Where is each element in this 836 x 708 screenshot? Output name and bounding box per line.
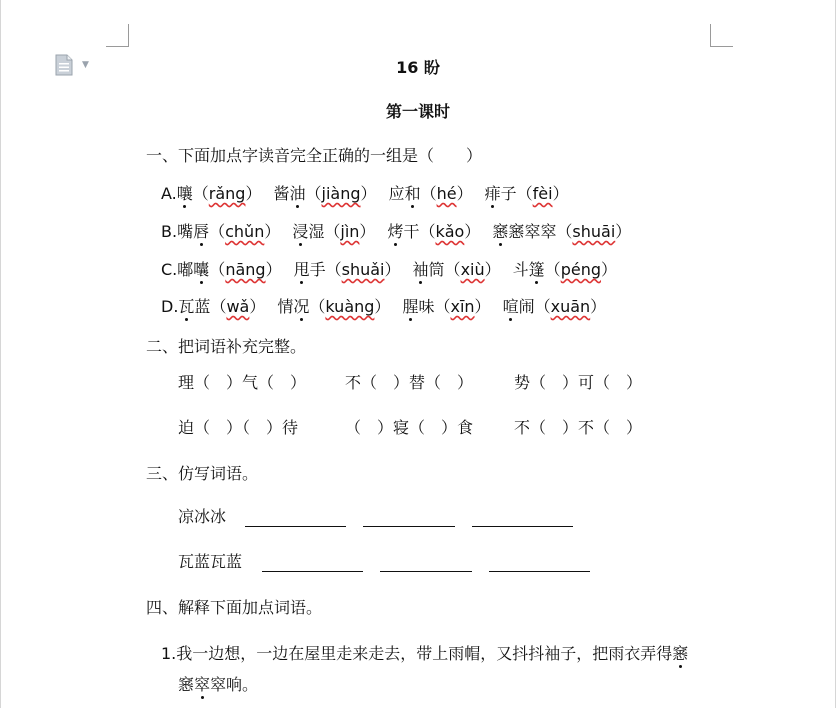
option-d <box>161 297 618 317</box>
pinyin: hé <box>436 184 457 203</box>
margin-mark-top-left-vertical <box>128 24 129 47</box>
example-word: 瓦蓝瓦蓝 <box>178 552 243 571</box>
dotted-char: 喧 <box>502 297 519 316</box>
answer-blank[interactable] <box>245 526 346 527</box>
option-word <box>273 184 376 203</box>
dotted-char: 烤 <box>387 222 404 241</box>
dotted-char: 窸 <box>492 222 509 241</box>
word-char: 情 <box>277 297 294 316</box>
dropdown-caret-icon[interactable]: ▼ <box>82 60 89 70</box>
margin-mark-top-right <box>710 46 733 47</box>
option-a <box>161 184 581 204</box>
option-word <box>492 222 631 241</box>
answer-blank[interactable] <box>380 571 472 572</box>
option-word <box>485 184 569 203</box>
open-paren: （ <box>556 222 573 241</box>
open-paren: （ <box>209 222 226 241</box>
open-paren: （ <box>516 184 533 203</box>
word-char: 窸窣窣 <box>508 222 557 241</box>
question-1-line-2 <box>178 675 258 695</box>
open-paren: （ <box>434 297 451 316</box>
close-paren: ） <box>359 222 376 241</box>
margin-mark-top-left <box>106 46 129 47</box>
option-word <box>277 297 390 316</box>
dotted-char: 袖 <box>412 260 429 279</box>
example-word: 凉冰冰 <box>178 507 227 526</box>
open-paren: （ <box>534 297 551 316</box>
word-char: 闹 <box>518 297 535 316</box>
pinyin: xīn <box>450 297 475 316</box>
close-paren: ） <box>264 222 281 241</box>
close-paren: ） <box>265 260 282 279</box>
question-text: 响。 <box>226 675 259 694</box>
close-paren: ） <box>456 184 473 203</box>
close-paren: ） <box>615 222 632 241</box>
section1-heading: 一、下面加点字读音完全正确的一组是（ ） <box>146 146 483 165</box>
close-paren: ） <box>249 297 266 316</box>
option-c <box>161 260 629 280</box>
option-word <box>178 297 265 316</box>
section3-heading: 三、仿写词语。 <box>146 464 259 483</box>
close-paren: ） <box>552 184 569 203</box>
answer-blank[interactable] <box>489 571 590 572</box>
open-paren: （ <box>210 297 227 316</box>
pinyin: shuāi <box>572 222 616 241</box>
dotted-char: 痱 <box>484 184 501 203</box>
option-word <box>503 297 607 316</box>
word-char: 嘴 <box>177 222 194 241</box>
dotted-char: 唇 <box>193 222 210 241</box>
word-char: 斗 <box>512 260 529 279</box>
dotted-char: 腥 <box>402 297 419 316</box>
open-paren: （ <box>305 184 322 203</box>
open-paren: （ <box>444 260 461 279</box>
word-char: 蓝 <box>194 297 211 316</box>
open-paren: （ <box>192 184 209 203</box>
option-word <box>413 260 501 279</box>
close-paren: ） <box>600 260 617 279</box>
option-word <box>389 184 473 203</box>
word-char: 干 <box>403 222 420 241</box>
option-letter: B. <box>161 222 178 241</box>
dotted-char: 况 <box>293 297 310 316</box>
pinyin: nāng <box>225 260 266 279</box>
close-paren: ） <box>360 184 377 203</box>
lesson-subtitle: 第一课时 <box>385 102 450 121</box>
open-paren: （ <box>209 260 226 279</box>
pinyin: wǎ <box>226 297 250 316</box>
close-paren: ） <box>384 260 401 279</box>
option-letter: D. <box>161 297 179 316</box>
open-paren: （ <box>325 260 342 279</box>
pinyin: jiàng <box>321 184 361 203</box>
dotted-char: 瓦 <box>178 297 195 316</box>
close-paren: ） <box>245 184 262 203</box>
close-paren: ） <box>374 297 391 316</box>
word-char: 应 <box>388 184 405 203</box>
option-word <box>177 222 280 241</box>
option-word <box>387 222 480 241</box>
open-paren: （ <box>309 297 326 316</box>
word-char: 味 <box>418 297 435 316</box>
section2-heading: 二、把词语补充完整。 <box>146 337 307 356</box>
option-word <box>177 184 262 203</box>
dotted-char: 油 <box>289 184 306 203</box>
pinyin: xuān <box>550 297 591 316</box>
open-paren: （ <box>419 222 436 241</box>
word-char: 子 <box>500 184 517 203</box>
answer-blank[interactable] <box>262 571 363 572</box>
dotted-char: 和 <box>404 184 421 203</box>
section4-heading: 四、解释下面加点词语。 <box>146 598 323 617</box>
question-1-line-1 <box>161 644 688 664</box>
pinyin: rǎng <box>208 184 246 203</box>
question-text: 我一边想，一边在屋里走来走去，带上雨帽，又抖抖袖子，把雨衣弄得 <box>176 644 673 663</box>
fill-word: 不（ ）不（ ） <box>514 418 643 437</box>
fill-word: 迫（ ）（ ）待 <box>178 418 299 437</box>
pinyin: jìn <box>340 222 360 241</box>
pinyin: chǔn <box>225 222 265 241</box>
close-paren: ） <box>474 297 491 316</box>
word-char: 手 <box>309 260 326 279</box>
pinyin: fèi <box>532 184 553 203</box>
option-word <box>177 260 281 279</box>
dotted-char: 浸 <box>292 222 309 241</box>
margin-mark-top-right-vertical <box>710 24 711 47</box>
open-paren: （ <box>544 260 561 279</box>
fill-word: 不（ ）替（ ） <box>345 373 474 392</box>
word-char: 筒 <box>428 260 445 279</box>
open-paren: （ <box>324 222 341 241</box>
word-char: 嘟 <box>177 260 194 279</box>
dotted-char: 囔 <box>193 260 210 279</box>
dotted-char: 篷 <box>528 260 545 279</box>
option-letter: A. <box>161 184 177 203</box>
word-char: 酱 <box>273 184 290 203</box>
pinyin: péng <box>560 260 601 279</box>
close-paren: ） <box>590 297 607 316</box>
close-paren: ） <box>484 260 501 279</box>
fill-word: 势（ ）可（ ） <box>514 373 643 392</box>
lesson-title: 16 盼 <box>396 58 440 77</box>
dotted-char: 甩 <box>293 260 310 279</box>
close-paren: ） <box>464 222 481 241</box>
option-word <box>513 260 617 279</box>
option-word <box>292 222 375 241</box>
answer-blank[interactable] <box>363 526 455 527</box>
pinyin: kǎo <box>435 222 465 241</box>
word-char: 湿 <box>308 222 325 241</box>
pinyin: kuàng <box>325 297 375 316</box>
fill-word: （ ）寝（ ）食 <box>345 418 474 437</box>
dotted-word: 窸 <box>672 644 689 663</box>
option-letter: C. <box>161 260 178 279</box>
dotted-word: 窸窣窣 <box>178 675 227 694</box>
option-word <box>294 260 401 279</box>
option-b <box>161 222 643 242</box>
answer-blank[interactable] <box>472 526 573 527</box>
dotted-char: 嚷 <box>176 184 193 203</box>
pinyin: xiù <box>460 260 485 279</box>
pinyin: shuǎi <box>341 260 385 279</box>
question-number: 1. <box>161 644 177 663</box>
option-word <box>402 297 490 316</box>
fill-word: 理（ ）气（ ） <box>178 373 307 392</box>
open-paren: （ <box>420 184 437 203</box>
